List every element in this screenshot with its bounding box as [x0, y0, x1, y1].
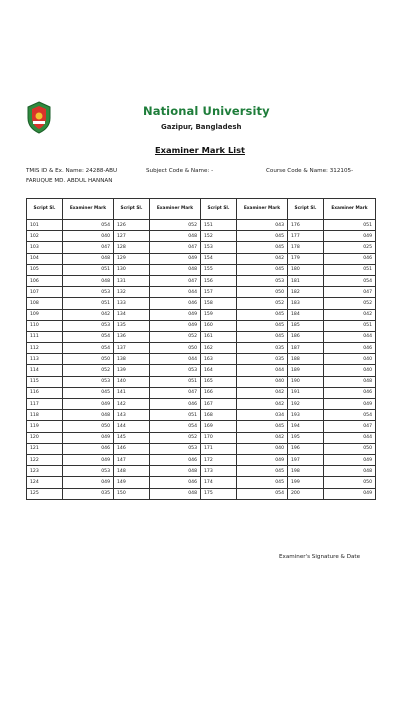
script-serial-cell: 108: [27, 298, 63, 309]
examiner-mark-cell: 035: [63, 488, 114, 499]
script-serial-cell: 109: [27, 309, 63, 320]
table-header-row: [27, 199, 376, 220]
examiner-mark-cell: 053: [237, 275, 288, 286]
script-serial-cell: 197: [288, 454, 324, 465]
script-serial-cell: 164: [201, 365, 237, 376]
table-row: [27, 264, 376, 275]
examiner-mark-cell: 048: [150, 488, 201, 499]
examiner-mark-cell: 050: [237, 287, 288, 298]
examiner-mark-cell: 047: [150, 275, 201, 286]
examiner-mark-cell: 044: [237, 365, 288, 376]
script-serial-cell: 116: [27, 387, 63, 398]
examiner-mark-cell: 051: [63, 298, 114, 309]
tmis-info: TMIS ID & Ex. Name: 24288-ABU FARUQUE MD. ABDUL HANNAN: [26, 168, 118, 184]
script-serial-cell: 178: [288, 242, 324, 253]
script-serial-cell: 185: [288, 320, 324, 331]
script-serial-cell: 180: [288, 264, 324, 275]
examiner-mark-cell: 048: [324, 466, 376, 477]
script-serial-cell: 187: [288, 343, 324, 354]
column-header: Examiner Mark: [237, 199, 288, 220]
script-serial-cell: 120: [27, 432, 63, 443]
script-serial-cell: 112: [27, 343, 63, 354]
examiner-mark-cell: 042: [237, 399, 288, 410]
script-serial-cell: 176: [288, 220, 324, 231]
examiner-mark-cell: 050: [150, 343, 201, 354]
script-serial-cell: 130: [114, 264, 150, 275]
examiner-mark-cell: 040: [324, 354, 376, 365]
examiner-mark-cell: 035: [237, 354, 288, 365]
university-name: National University: [143, 104, 270, 118]
table-row: [27, 231, 376, 242]
examiner-mark-cell: 040: [324, 365, 376, 376]
table-row: [27, 309, 376, 320]
script-serial-cell: 101: [27, 220, 63, 231]
examiner-mark-cell: 053: [150, 443, 201, 454]
column-header: Examiner Mark: [150, 199, 201, 220]
table-row: [27, 331, 376, 342]
script-serial-cell: 200: [288, 488, 324, 499]
table-row: [27, 399, 376, 410]
script-serial-cell: 181: [288, 275, 324, 286]
script-serial-cell: 118: [27, 410, 63, 421]
examiner-mark-cell: 047: [324, 287, 376, 298]
script-serial-cell: 142: [114, 399, 150, 410]
subject-info: Subject Code & Name: -: [146, 168, 214, 174]
examiner-mark-cell: 044: [324, 331, 376, 342]
script-serial-cell: 183: [288, 298, 324, 309]
examiner-mark-cell: 048: [63, 410, 114, 421]
examiner-mark-cell: 047: [150, 387, 201, 398]
examiner-mark-cell: 047: [63, 242, 114, 253]
examiner-mark-cell: 049: [63, 454, 114, 465]
examiner-mark-cell: 053: [63, 466, 114, 477]
mark-table: [26, 198, 376, 500]
examiner-mark-cell: 054: [63, 220, 114, 231]
script-serial-cell: 162: [201, 343, 237, 354]
table-row: [27, 443, 376, 454]
script-serial-cell: 174: [201, 477, 237, 488]
script-serial-cell: 194: [288, 421, 324, 432]
examiner-mark-cell: 054: [63, 343, 114, 354]
script-serial-cell: 127: [114, 231, 150, 242]
university-location: Gazipur, Bangladesh: [161, 123, 242, 131]
script-serial-cell: 113: [27, 354, 63, 365]
script-serial-cell: 168: [201, 410, 237, 421]
examiner-mark-cell: 048: [63, 275, 114, 286]
examiner-mark-cell: 042: [237, 253, 288, 264]
table-row: [27, 275, 376, 286]
examiner-mark-cell: 051: [150, 376, 201, 387]
script-serial-cell: 198: [288, 466, 324, 477]
examiner-mark-cell: 045: [63, 387, 114, 398]
examiner-mark-cell: 052: [237, 298, 288, 309]
script-serial-cell: 159: [201, 309, 237, 320]
examiner-mark-cell: 046: [324, 387, 376, 398]
examiner-mark-cell: 049: [237, 454, 288, 465]
table-row: [27, 410, 376, 421]
script-serial-cell: 189: [288, 365, 324, 376]
script-serial-cell: 167: [201, 399, 237, 410]
column-header: Examiner Mark: [324, 199, 376, 220]
script-serial-cell: 103: [27, 242, 63, 253]
table-row: [27, 253, 376, 264]
table-row: [27, 376, 376, 387]
examiner-mark-cell: 045: [237, 421, 288, 432]
script-serial-cell: 199: [288, 477, 324, 488]
examiner-mark-cell: 044: [150, 287, 201, 298]
examiner-mark-cell: 035: [237, 343, 288, 354]
table-row: [27, 488, 376, 499]
script-serial-cell: 105: [27, 264, 63, 275]
script-serial-cell: 129: [114, 253, 150, 264]
examiner-mark-cell: 045: [237, 231, 288, 242]
script-serial-cell: 141: [114, 387, 150, 398]
script-serial-cell: 146: [114, 443, 150, 454]
table-row: [27, 320, 376, 331]
script-serial-cell: 184: [288, 309, 324, 320]
script-serial-cell: 170: [201, 432, 237, 443]
examiner-mark-cell: 052: [150, 432, 201, 443]
script-serial-cell: 114: [27, 365, 63, 376]
script-serial-cell: 133: [114, 298, 150, 309]
script-serial-cell: 119: [27, 421, 63, 432]
examiner-mark-cell: 049: [324, 231, 376, 242]
university-logo-icon: [26, 101, 52, 134]
examiner-mark-cell: 034: [237, 410, 288, 421]
script-serial-cell: 121: [27, 443, 63, 454]
script-serial-cell: 102: [27, 231, 63, 242]
examiner-mark-cell: 046: [324, 343, 376, 354]
script-serial-cell: 155: [201, 264, 237, 275]
script-serial-cell: 128: [114, 242, 150, 253]
script-serial-cell: 111: [27, 331, 63, 342]
script-serial-cell: 106: [27, 275, 63, 286]
script-serial-cell: 117: [27, 399, 63, 410]
examiner-mark-cell: 044: [150, 354, 201, 365]
script-serial-cell: 138: [114, 354, 150, 365]
table-row: [27, 432, 376, 443]
examiner-mark-cell: 045: [237, 264, 288, 275]
examiner-mark-cell: 052: [150, 220, 201, 231]
examiner-mark-cell: 042: [63, 309, 114, 320]
script-serial-cell: 152: [201, 231, 237, 242]
script-serial-cell: 137: [114, 343, 150, 354]
examiner-mark-cell: 049: [324, 488, 376, 499]
examiner-mark-cell: 045: [237, 466, 288, 477]
examiner-mark-cell: 047: [150, 242, 201, 253]
examiner-mark-cell: 025: [324, 242, 376, 253]
examiner-mark-cell: 045: [237, 477, 288, 488]
script-serial-cell: 149: [114, 477, 150, 488]
examiner-mark-cell: 054: [324, 410, 376, 421]
examiner-mark-cell: 048: [150, 264, 201, 275]
examiner-mark-cell: 046: [324, 253, 376, 264]
examiner-mark-cell: 051: [63, 264, 114, 275]
table-row: [27, 343, 376, 354]
examiner-mark-cell: 048: [150, 466, 201, 477]
examiner-mark-cell: 049: [150, 309, 201, 320]
script-serial-cell: 169: [201, 421, 237, 432]
script-serial-cell: 135: [114, 320, 150, 331]
script-serial-cell: 115: [27, 376, 63, 387]
script-serial-cell: 153: [201, 242, 237, 253]
script-serial-cell: 156: [201, 275, 237, 286]
examiner-mark-cell: 040: [237, 376, 288, 387]
script-serial-cell: 195: [288, 432, 324, 443]
examiner-mark-cell: 046: [150, 399, 201, 410]
script-serial-cell: 172: [201, 454, 237, 465]
table-row: [27, 354, 376, 365]
examiner-mark-cell: 049: [63, 432, 114, 443]
table-row: [27, 298, 376, 309]
table-row: [27, 287, 376, 298]
examiner-mark-cell: 049: [150, 253, 201, 264]
examiner-mark-cell: 042: [237, 432, 288, 443]
script-serial-cell: 175: [201, 488, 237, 499]
column-header: Examiner Mark: [63, 199, 114, 220]
column-header: Script Sl.: [114, 199, 150, 220]
examiner-mark-cell: 046: [150, 477, 201, 488]
script-serial-cell: 144: [114, 421, 150, 432]
examiner-mark-cell: 042: [324, 309, 376, 320]
examiner-mark-cell: 053: [150, 365, 201, 376]
examiner-mark-cell: 048: [63, 253, 114, 264]
examiner-mark-cell: 049: [324, 454, 376, 465]
script-serial-cell: 171: [201, 443, 237, 454]
examiner-mark-cell: 053: [63, 320, 114, 331]
script-serial-cell: 145: [114, 432, 150, 443]
course-info: Course Code & Name: 312105-: [266, 168, 354, 174]
table-row: [27, 365, 376, 376]
script-serial-cell: 123: [27, 466, 63, 477]
examiner-mark-cell: 049: [63, 399, 114, 410]
script-serial-cell: 126: [114, 220, 150, 231]
script-serial-cell: 134: [114, 309, 150, 320]
examiner-mark-cell: 045: [237, 309, 288, 320]
examiner-mark-cell: 050: [324, 477, 376, 488]
script-serial-cell: 104: [27, 253, 63, 264]
examiner-mark-cell: 047: [324, 421, 376, 432]
examiner-mark-cell: 049: [324, 399, 376, 410]
examiner-mark-cell: 051: [324, 220, 376, 231]
table-row: [27, 477, 376, 488]
examiner-signature-label: Examiner's Signature & Date: [279, 554, 361, 560]
script-serial-cell: 132: [114, 287, 150, 298]
examiner-mark-cell: 046: [63, 443, 114, 454]
script-serial-cell: 143: [114, 410, 150, 421]
script-serial-cell: 190: [288, 376, 324, 387]
script-serial-cell: 166: [201, 387, 237, 398]
examiner-mark-cell: 046: [150, 298, 201, 309]
table-row: [27, 220, 376, 231]
script-serial-cell: 160: [201, 320, 237, 331]
examiner-mark-cell: 052: [324, 298, 376, 309]
script-serial-cell: 182: [288, 287, 324, 298]
examiner-mark-cell: 051: [324, 264, 376, 275]
script-serial-cell: 139: [114, 365, 150, 376]
examiner-mark-cell: 051: [324, 320, 376, 331]
script-serial-cell: 165: [201, 376, 237, 387]
examiner-mark-cell: 044: [324, 432, 376, 443]
script-serial-cell: 110: [27, 320, 63, 331]
script-serial-cell: 192: [288, 399, 324, 410]
examiner-mark-cell: 050: [63, 354, 114, 365]
examiner-mark-cell: 046: [150, 454, 201, 465]
examiner-mark-cell: 052: [150, 331, 201, 342]
table-row: [27, 454, 376, 465]
script-serial-cell: 148: [114, 466, 150, 477]
examiner-mark-cell: 048: [324, 376, 376, 387]
examiner-mark-cell: 043: [237, 220, 288, 231]
column-header: Script Sl.: [288, 199, 324, 220]
table-row: [27, 242, 376, 253]
examiner-mark-cell: 040: [63, 231, 114, 242]
script-serial-cell: 196: [288, 443, 324, 454]
script-serial-cell: 193: [288, 410, 324, 421]
examiner-mark-cell: 049: [63, 477, 114, 488]
examiner-mark-cell: 045: [237, 320, 288, 331]
column-header: Script Sl.: [201, 199, 237, 220]
script-serial-cell: 125: [27, 488, 63, 499]
script-serial-cell: 191: [288, 387, 324, 398]
examiner-mark-cell: 054: [63, 331, 114, 342]
script-serial-cell: 179: [288, 253, 324, 264]
table-row: [27, 387, 376, 398]
script-serial-cell: 177: [288, 231, 324, 242]
examiner-mark-cell: 054: [324, 275, 376, 286]
page-title: Examiner Mark List: [154, 145, 245, 155]
examiner-mark-cell: 051: [150, 410, 201, 421]
table-row: [27, 421, 376, 432]
script-serial-cell: 136: [114, 331, 150, 342]
examiner-mark-cell: 049: [150, 320, 201, 331]
examiner-mark-cell: 045: [237, 331, 288, 342]
script-serial-cell: 163: [201, 354, 237, 365]
script-serial-cell: 124: [27, 477, 63, 488]
examiner-mark-cell: 050: [63, 421, 114, 432]
examiner-mark-cell: 040: [237, 443, 288, 454]
script-serial-cell: 157: [201, 287, 237, 298]
examiner-mark-cell: 042: [237, 387, 288, 398]
script-serial-cell: 147: [114, 454, 150, 465]
examiner-mark-cell: 054: [150, 421, 201, 432]
script-serial-cell: 161: [201, 331, 237, 342]
script-serial-cell: 150: [114, 488, 150, 499]
examiner-mark-cell: 050: [324, 443, 376, 454]
examiner-mark-cell: 053: [63, 376, 114, 387]
table-row: [27, 466, 376, 477]
script-serial-cell: 173: [201, 466, 237, 477]
examiner-mark-cell: 052: [63, 365, 114, 376]
script-serial-cell: 188: [288, 354, 324, 365]
script-serial-cell: 186: [288, 331, 324, 342]
script-serial-cell: 154: [201, 253, 237, 264]
examiner-mark-cell: 053: [63, 287, 114, 298]
examiner-mark-cell: 054: [237, 488, 288, 499]
script-serial-cell: 140: [114, 376, 150, 387]
script-serial-cell: 122: [27, 454, 63, 465]
examiner-mark-cell: 045: [237, 242, 288, 253]
script-serial-cell: 107: [27, 287, 63, 298]
script-serial-cell: 151: [201, 220, 237, 231]
script-serial-cell: 131: [114, 275, 150, 286]
column-header: Script Sl.: [27, 199, 63, 220]
script-serial-cell: 158: [201, 298, 237, 309]
examiner-mark-cell: 048: [150, 231, 201, 242]
